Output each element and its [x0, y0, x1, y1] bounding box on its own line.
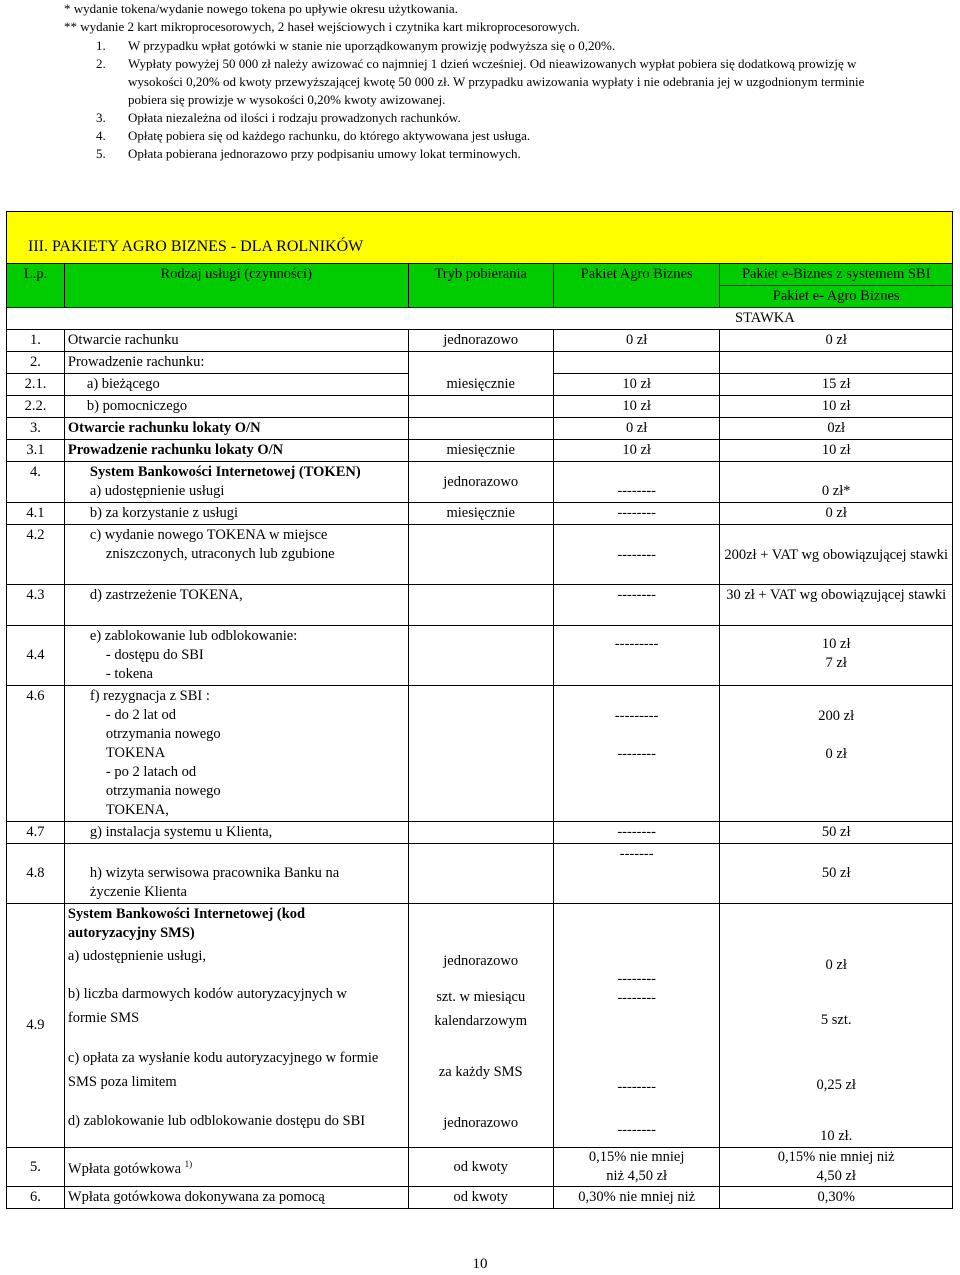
header-pkg-eagro: Pakiet e- Agro Biznes — [720, 286, 953, 308]
footnotes — [64, 0, 944, 36]
page-number: 10 — [472, 1256, 488, 1272]
condition-item: 3. Opłata niezależna od ilości i rodzaju prowadzonych rachunków. — [96, 110, 461, 125]
table-row: 4.6 f) rezygnacja z SBI : - do 2 lat od otrzymania nowego TOKENA - po 2 latach od otrzymania nowego TOKENA, --------- -------- 200 zł 0 zł — [7, 686, 953, 822]
table-row: 2.1. a) bieżącego 10 zł 15 zł — [7, 374, 953, 396]
table-row: 4.2 c) wydanie nowego TOKENA w miejsce zniszczonych, utraconych lub zgubione -------- 200zł + VAT wg obowiązującej stawki — [7, 525, 953, 585]
table-row: 4.1 b) za korzystanie z usługi miesięcznie -------- 0 zł — [7, 503, 953, 525]
fee-table — [6, 263, 953, 1209]
table-row: 2. Prowadzenie rachunku: miesięcznie — [7, 352, 953, 374]
condition-item: 4. Opłatę pobiera się od każdego rachunku, do którego aktywowana jest usługa. — [96, 128, 531, 143]
footnote-token: * wydanie tokena/wydanie nowego tokena po upływie okresu użytkowania. — [64, 1, 458, 16]
table-row: 6. Wpłata gotówkowa dokonywana za pomocą od kwoty 0,30% nie mniej niż 0,30% — [7, 1187, 953, 1209]
table-row: 4.3 d) zastrzeżenie TOKENA, -------- 30 zł + VAT wg obowiązującej stawki — [7, 585, 953, 626]
header-pkg-ebiz: Pakiet e-Biznes z systemem SBI — [720, 264, 953, 286]
section-title: III. PAKIETY AGRO BIZNES - DLA ROLNIKÓW — [28, 238, 364, 255]
condition-item: 5. Opłata pobierana jednorazowo przy podpisaniu umowy lokat terminowych. — [96, 146, 521, 161]
table-row: 4.9 System Bankowości Internetowej (kod autoryzacyjny SMS) a) udostępnienie usługi, b) liczba darmowych kodów autoryzacyjnych w formie SMS c) opłata za wysłanie kodu autoryzacyjnego w formie SMS poza limitem d) zablokowanie lub odblokowanie dostępu do SBI jednorazowo szt. w miesiącu kalendarzowym za każdy SMS jednorazowo -------- -------- -------- -------- 0 zł 5 szt. 0,25 zł 10 zł. — [7, 904, 953, 1148]
table-row: 5. Wpłata gotówkowa $^{1)}$ od kwoty 0,15% nie mniej niż 4,50 zł 0,15% nie mniej niż 4,50 zł — [7, 1148, 953, 1187]
table-row: 3. Otwarcie rachunku lokaty O/N 0 zł 0zł — [7, 418, 953, 440]
table-row: 1. Otwarcie rachunku jednorazowo 0 zł 0 zł — [7, 330, 953, 352]
table-row: 4.7 g) instalacja systemu u Klienta, -------- 50 zł — [7, 822, 953, 844]
header-mode: Tryb pobierania — [408, 264, 553, 308]
header-pkg-agro: Pakiet Agro Biznes — [553, 264, 719, 308]
header-rate: STAWKA — [7, 308, 953, 330]
section-banner — [6, 211, 953, 264]
table-row: 4.8 h) wizyta serwisowa pracownika Banku na życzenie Klienta ------- 50 zł — [7, 844, 953, 904]
table-header-row — [7, 264, 953, 286]
condition-item: 2. Wypłaty powyżej 50 000 zł należy awizować co najmniej 1 dzień wcześniej. Od nieawizowanych wypłat pobiera się dodatkową prowizję w wysokości 0,20% od kwoty przewyższającej kwotę 50 000 zł. W przypadku awizowania wypłaty i nie odebrania jej w uzgodnionym terminie pobiera się prowizje w wysokości 0,20% kwoty awizowanej. — [96, 56, 865, 107]
table-header-row — [7, 308, 953, 330]
table-row: 4. System Bankowości Internetowej (TOKEN) a) udostępnienie usługi jednorazowo -------- 0 zł* — [7, 462, 953, 503]
conditions-list — [96, 37, 886, 163]
header-lp: L.p. — [7, 264, 65, 308]
header-service: Rodzaj usługi (czynności) — [64, 264, 408, 308]
table-row: 3.1 Prowadzenie rachunku lokaty O/N miesięcznie 10 zł 10 zł — [7, 440, 953, 462]
footnote-cards: ** wydanie 2 kart mikroprocesorowych, 2 haseł wejściowych i czytnika kart mikroprocesorowych. — [64, 19, 580, 34]
condition-item: 1. W przypadku wpłat gotówki w stanie nie uporządkowanym prowizję podwyższa się o 0,20%. — [96, 38, 616, 53]
table-row: 4.4 e) zablokowanie lub odblokowanie: - dostępu do SBI - tokena --------- 10 zł 7 zł — [7, 626, 953, 686]
table-row: 2.2. b) pomocniczego 10 zł 10 zł — [7, 396, 953, 418]
